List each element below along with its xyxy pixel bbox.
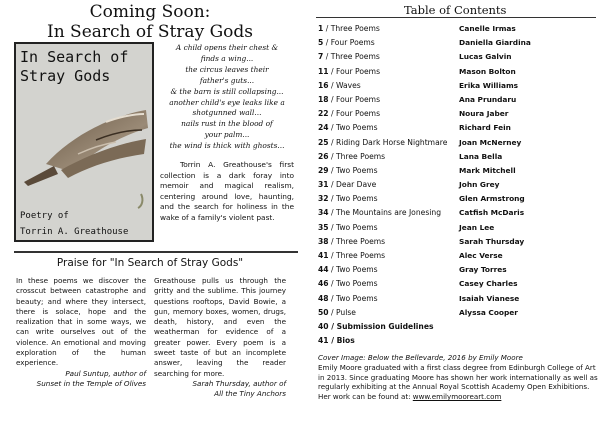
toc-page-number: 50 bbox=[318, 307, 329, 317]
toc-entry-title: 35 / Two Poems bbox=[318, 222, 378, 232]
toc-entry-title: 38 / Three Poems bbox=[318, 236, 386, 246]
toc-entry-title: 44 / Two Poems bbox=[318, 265, 378, 275]
toc-entry-title: 22 / Four Poems bbox=[318, 109, 381, 119]
toc-title: Four Poems bbox=[335, 109, 381, 119]
toc-entry[interactable] bbox=[318, 235, 598, 249]
toc-title: Riding Dark Horse Nightmare bbox=[335, 137, 448, 147]
toc-entry-title: 40 / Submission Guidelines bbox=[318, 321, 434, 331]
toc-entry[interactable] bbox=[318, 93, 598, 107]
toc-title: Three Poems bbox=[330, 52, 380, 62]
toc-page-number: 41 bbox=[318, 251, 329, 260]
quote-source: Sunset in the Temple of Olives bbox=[36, 378, 146, 388]
toc-entry[interactable] bbox=[318, 107, 598, 121]
toc-page-number: 1 bbox=[318, 24, 324, 33]
toc-author: Canelle Irmas bbox=[459, 24, 516, 33]
toc-title: Two Poems bbox=[335, 293, 378, 303]
coming-soon-label: Coming Soon: bbox=[89, 2, 211, 22]
toc-title: Two Poems bbox=[335, 165, 378, 175]
toc-title: Two Poems bbox=[335, 123, 378, 133]
toc-title: Two Poems bbox=[335, 265, 378, 275]
toc-entry[interactable] bbox=[318, 121, 598, 135]
divider bbox=[14, 251, 298, 253]
toc-entry[interactable] bbox=[318, 79, 598, 93]
toc-entry-title: 41 / Three Poems bbox=[318, 251, 386, 260]
toc-entry[interactable] bbox=[318, 206, 598, 220]
toc-entry-title: 16 / Waves bbox=[318, 80, 361, 90]
toc-page-number: 26 bbox=[318, 151, 329, 161]
praise-quote-2: Greathouse pulls us through the gritty and the sublime. This journey questions rooftops, David Bowie, a gun, memory boxes, women, drugs, death, history, and even the weatherman for evidence of a greater power. Every poem is a sweet taste of but an incomplete answer, leaving the reader searching for more. Sarah Thursday, author of All the Tiny Anchors bbox=[154, 276, 286, 399]
toc-entry[interactable] bbox=[318, 320, 598, 334]
divider bbox=[316, 17, 596, 18]
quote-attribution: Sarah Thursday, author of bbox=[192, 378, 286, 388]
toc-entry-title: 29 / Two Poems bbox=[318, 165, 378, 175]
toc-entry-title: 25 / Riding Dark Horse Nightmare bbox=[318, 137, 448, 147]
toc-author: Casey Charles bbox=[459, 279, 518, 289]
toc-entry-title: 5 / Four Poems bbox=[318, 38, 375, 48]
toc-author: Mason Bolton bbox=[459, 66, 516, 76]
toc-entry[interactable] bbox=[318, 249, 598, 263]
cover-title: In Search of Stray Gods bbox=[20, 48, 129, 85]
toc-entry-title: 50 / Pulse bbox=[318, 307, 356, 317]
toc-title: Four Poems bbox=[330, 38, 375, 48]
book-blurb: Torrin A. Greathouse's first collection is a dark foray into memoir and magical realism, centering around love, haunting, and the search for holiness in the wake of a family's violent past. bbox=[160, 160, 294, 222]
quote-attribution: Paul Suntup, author of bbox=[65, 368, 146, 378]
book-title: In Search of Stray Gods bbox=[46, 22, 253, 42]
cover-subtitle: Poetry of bbox=[20, 211, 69, 221]
toc-entry-title: 1 / Three Poems bbox=[318, 24, 380, 33]
toc-title: Two Poems bbox=[335, 222, 378, 232]
toc-page-number: 24 bbox=[318, 123, 329, 133]
toc-title: Dear Dave bbox=[335, 180, 377, 190]
toc-page-number: 40 bbox=[318, 321, 329, 331]
toc-title: Two Poems bbox=[335, 194, 378, 204]
table-of-contents bbox=[318, 22, 598, 348]
toc-author: Ana Prundaru bbox=[459, 94, 517, 104]
toc-author: Lana Bella bbox=[459, 151, 503, 161]
toc-entry-title: 7 / Three Poems bbox=[318, 52, 380, 62]
toc-page-number: 34 bbox=[318, 208, 329, 218]
praise-heading: Praise for "In Search of Stray Gods" bbox=[56, 257, 244, 269]
toc-title: Submission Guidelines bbox=[336, 321, 434, 331]
toc-entry[interactable] bbox=[318, 164, 598, 178]
toc-author: Alyssa Cooper bbox=[459, 307, 518, 317]
toc-page-number: 5 bbox=[318, 38, 324, 48]
quote-source: All the Tiny Anchors bbox=[214, 389, 286, 399]
toc-entry[interactable] bbox=[318, 306, 598, 320]
toc-page-number: 16 bbox=[318, 80, 329, 90]
toc-page-number: 25 bbox=[318, 137, 329, 147]
toc-page-number: 32 bbox=[318, 194, 329, 204]
book-cover bbox=[14, 42, 154, 242]
toc-author: Joan McNerney bbox=[459, 137, 522, 147]
cover-caption: Cover Image: Below the Bellevarde, 2016 by Emily Moore bbox=[318, 353, 523, 362]
toc-entry-title: 34 / The Mountains are Jonesing bbox=[318, 208, 442, 218]
toc-author: Glen Armstrong bbox=[459, 194, 525, 204]
toc-title: Three Poems bbox=[335, 151, 386, 161]
toc-author: John Grey bbox=[459, 180, 500, 190]
artist-bio: Emily Moore graduated with a first class degree from Edinburgh College of Art in 2013. Since graduating Moore has shown her work internationally as well as regularly exhibiting at the Annual Royal Scottish Academy Open Exhibitions. Her work can be found at: bbox=[318, 362, 598, 402]
toc-author: Isaiah Vianese bbox=[459, 293, 520, 303]
toc-author: Gray Torres bbox=[459, 265, 507, 275]
toc-author: Richard Fein bbox=[459, 123, 511, 133]
toc-entry-title: 32 / Two Poems bbox=[318, 194, 378, 204]
toc-author: Erika Williams bbox=[459, 80, 519, 90]
toc-entry[interactable] bbox=[318, 277, 598, 291]
artist-website-link[interactable]: www.emilymooreart.com bbox=[412, 392, 502, 402]
toc-author: Catfish McDaris bbox=[459, 208, 525, 218]
toc-entry-title: 41 / Bios bbox=[318, 336, 355, 346]
toc-author: Alec Verse bbox=[459, 251, 503, 260]
toc-author: Mark Mitchell bbox=[459, 165, 516, 175]
toc-title: Three Poems bbox=[335, 251, 386, 260]
toc-entry[interactable] bbox=[318, 65, 598, 79]
toc-title: Two Poems bbox=[335, 279, 378, 289]
toc-entry[interactable] bbox=[318, 36, 598, 50]
toc-author: Noura Jaber bbox=[459, 109, 509, 119]
toc-entry-title: 26 / Three Poems bbox=[318, 151, 386, 161]
toc-author: Jean Lee bbox=[459, 222, 495, 232]
toc-page-number: 31 bbox=[318, 180, 329, 190]
toc-heading: Table of Contents bbox=[404, 3, 507, 17]
toc-entry[interactable] bbox=[318, 192, 598, 206]
toc-entry[interactable] bbox=[318, 150, 598, 164]
toc-title: Pulse bbox=[335, 307, 356, 317]
toc-page-number: 38 bbox=[318, 236, 329, 246]
toc-title: Four Poems bbox=[335, 66, 381, 76]
toc-title: Three Poems bbox=[330, 24, 380, 33]
toc-entry[interactable] bbox=[318, 50, 598, 64]
toc-author: Lucas Galvin bbox=[459, 52, 512, 62]
toc-entry[interactable] bbox=[318, 334, 598, 348]
toc-entry-title: 31 / Dear Dave bbox=[318, 180, 377, 190]
toc-page-number: 18 bbox=[318, 94, 329, 104]
toc-page-number: 11 bbox=[318, 66, 329, 76]
cover-image-credit bbox=[318, 353, 598, 402]
toc-entry-title: 18 / Four Poems bbox=[318, 94, 381, 104]
toc-page-number: 48 bbox=[318, 293, 329, 303]
toc-author: Sarah Thursday bbox=[459, 236, 525, 246]
toc-entry[interactable] bbox=[318, 263, 598, 277]
toc-title: Waves bbox=[335, 80, 361, 90]
toc-entry[interactable] bbox=[318, 221, 598, 235]
toc-entry-title: 48 / Two Poems bbox=[318, 293, 378, 303]
toc-entry[interactable] bbox=[318, 292, 598, 306]
toc-page-number: 46 bbox=[318, 279, 329, 289]
toc-title: The Mountains are Jonesing bbox=[335, 208, 442, 218]
toc-title: Four Poems bbox=[335, 94, 381, 104]
toc-title: Three Poems bbox=[335, 236, 386, 246]
toc-entry[interactable] bbox=[318, 136, 598, 150]
cover-author: Torrin A. Greathouse bbox=[20, 227, 129, 237]
toc-page-number: 7 bbox=[318, 52, 324, 62]
toc-page-number: 29 bbox=[318, 165, 329, 175]
toc-page-number: 44 bbox=[318, 265, 329, 275]
toc-title: Bios bbox=[336, 336, 355, 346]
toc-entry-title: 11 / Four Poems bbox=[318, 66, 381, 76]
toc-entry-title: 24 / Two Poems bbox=[318, 123, 378, 133]
toc-page-number: 41 bbox=[318, 336, 329, 346]
toc-author: Daniella Giardina bbox=[459, 38, 531, 48]
toc-entry[interactable] bbox=[318, 22, 598, 36]
toc-page-number: 22 bbox=[318, 109, 329, 119]
toc-page-number: 35 bbox=[318, 222, 329, 232]
poem-excerpt: A child opens their chest & finds a wing... the circus leaves their father's guts... & the barn is still collapsing... another child's eye leaks like a shotgunned wall... nails rust in the blood of your palm... the wind is thick with ghosts... bbox=[169, 43, 285, 151]
praise-quote-1: In these poems we discover the crosscut between catastrophe and beauty; and where they intersect, there is solace, hope and the realization that in some ways, we can write ourselves out of the violence. An emotional and moving exploration of the human experience. Paul Suntup, author of Sunset in the Temple of Olives bbox=[16, 276, 146, 388]
toc-entry-title: 46 / Two Poems bbox=[318, 279, 378, 289]
toc-entry[interactable] bbox=[318, 178, 598, 192]
